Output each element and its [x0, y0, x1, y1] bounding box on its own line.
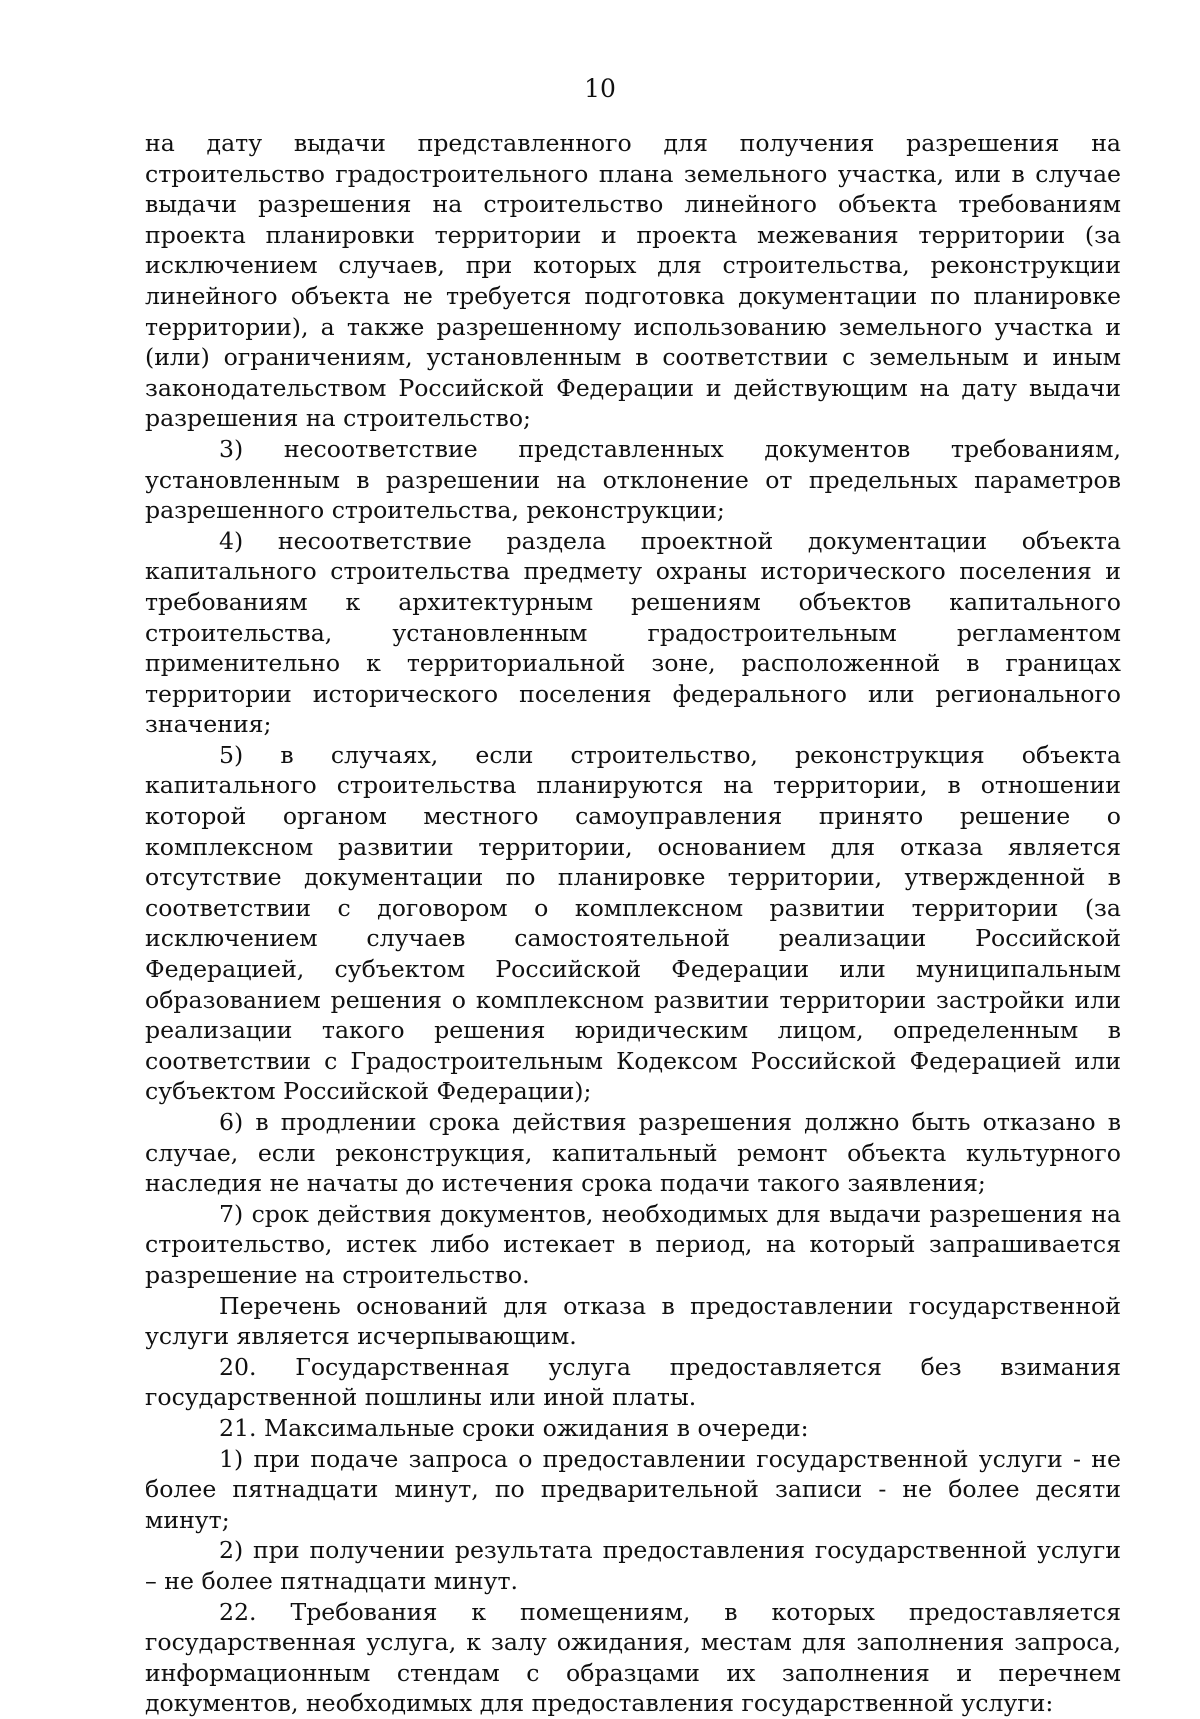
paragraph-continuation: на дату выдачи представленного для получения разрешения на строительство градостроительного плана земельного участка, или в случае выдачи разрешения на строительство линейного объекта требованиям проекта планировки территории и проекта межевания территории (за исключением случаев, при которых для строительства, реконструкции линейного объекта не требуется подготовка документации по планировке территории), а также разрешенному использованию земельного участка и (или) ограничениям, установленным в соответствии с земельным и иным законодательством Российской Федерации и действующим на дату выдачи разрешения на строительство;	[145, 129, 1121, 433]
paragraph-item-4: 4) несоответствие раздела проектной документации объекта капитального строительства предмету охраны исторического поселения и требованиям к архитектурным решениям объектов капитального строительства, установленным градостроительным регламентом применительно к территориальной зоне, расположенной в границах территории исторического поселения федерального или регионального значения;	[145, 526, 1121, 739]
paragraph-section-21: 21. Максимальные сроки ожидания в очереди:	[219, 1413, 809, 1442]
paragraph-item-6: 6) в продлении срока действия разрешения должно быть отказано в случае, если реконструкция, капитальный ремонт объекта культурного наследия не начаты до истечения срока подачи такого заявления;	[145, 1108, 1121, 1198]
paragraph-exhaustive-note: Перечень оснований для отказа в предоставлении государственной услуги является исчерпывающим.	[145, 1291, 1121, 1351]
paragraph-item-7: 7) срок действия документов, необходимых для выдачи разрешения на строительство, истек либо истекает в период, на который запрашивается разрешение на строительство.	[145, 1199, 1121, 1289]
page-number: 10	[584, 74, 616, 103]
paragraph-item-5: 5) в случаях, если строительство, реконструкция объекта капитального строительства планируются на территории, в отношении которой органом местного самоуправления принято решение о комплексном развитии территории, основанием для отказа является отсутствие документации по планировке территории, утвержденной в соответствии с договором о комплексном развитии территории (за исключением случаев самостоятельной реализации Российской Федерацией, субъектом Российской Федерации или муниципальным образованием решения о комплексном развитии территории застройки или реализации такого решения юридическим лицом, определенным в соответствии с Градостроительным Кодексом Российской Федерацией или субъектом Российской Федерации);	[145, 740, 1121, 1106]
paragraph-item-3: 3) несоответствие представленных документов требованиям, установленным в разрешении на отклонение от предельных параметров разрешенного строительства, реконструкции;	[145, 434, 1121, 525]
paragraph-section-22: 22. Требования к помещениям, в которых предоставляется государственная услуга, к залу ожидания, местам для заполнения запроса, информационным стендам с образцами их заполнения и перечнем документов, необходимых для предоставления государственной услуги:	[145, 1597, 1121, 1718]
document-body	[145, 128, 1121, 1719]
paragraph-section-21-item-1: 1) при подаче запроса о предоставлении государственной услуги - не более пятнадцати минут, по предварительной записи - не более десяти минут;	[145, 1444, 1121, 1534]
paragraph-section-21-item-2: 2) при получении результата предоставления государственной услуги – не более пятнадцати минут.	[145, 1536, 1121, 1595]
paragraph-section-20: 20. Государственная услуга предоставляется без взимания государственной пошлины или иной платы.	[145, 1352, 1121, 1412]
